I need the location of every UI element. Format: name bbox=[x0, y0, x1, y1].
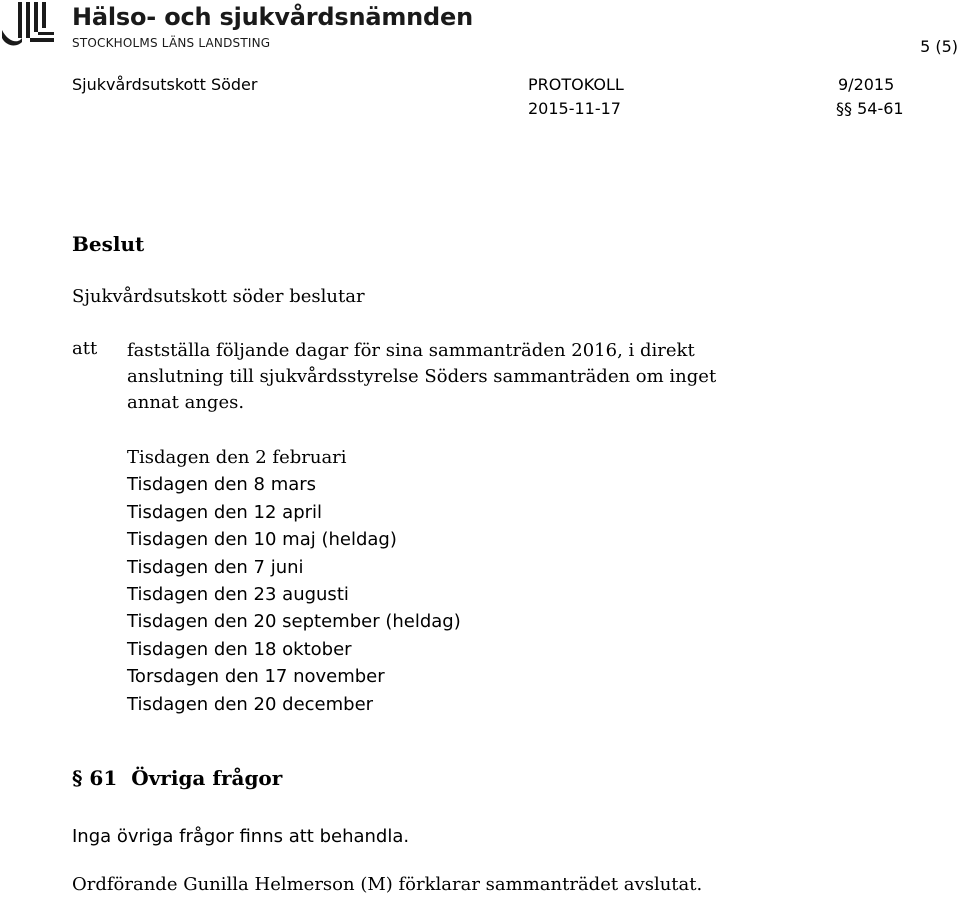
meeting-dates-list bbox=[127, 444, 461, 718]
decision-intro: Sjukvårdsutskott söder beslutar bbox=[72, 286, 365, 307]
no-other-matters-text: Inga övriga frågor finns att behandla. bbox=[72, 826, 410, 847]
section-title: Övriga frågor bbox=[131, 766, 283, 790]
meeting-date: Tisdagen den 20 september (heldag) bbox=[127, 611, 461, 633]
meeting-date: Tisdagen den 2 februari bbox=[127, 447, 347, 468]
decision-line: annat anges. bbox=[127, 392, 245, 413]
decision-line: anslutning till sjukvårdsstyrelse Söders sammanträden om inget bbox=[127, 366, 717, 387]
meeting-date: Tisdagen den 23 augusti bbox=[127, 584, 349, 606]
att-label: att bbox=[72, 338, 98, 359]
organization-title: Hälso- och sjukvårdsnämnden bbox=[72, 3, 473, 31]
paragraph-range: §§ 54-61 bbox=[836, 99, 904, 118]
decision-text bbox=[127, 338, 747, 416]
closing-statement: Ordförande Gunilla Helmerson (M) förklarar sammanträdet avslutat. bbox=[72, 874, 703, 895]
meeting-date: Tisdagen den 8 mars bbox=[127, 474, 317, 496]
section-heading-ovriga-fragor bbox=[72, 766, 282, 790]
meeting-date: Tisdagen den 10 maj (heldag) bbox=[127, 529, 397, 551]
meeting-date: Tisdagen den 20 december bbox=[127, 693, 374, 715]
committee-name: Sjukvårdsutskott Söder bbox=[72, 75, 258, 94]
meeting-date: Tisdagen den 12 april bbox=[127, 501, 323, 523]
meeting-date: Tisdagen den 18 oktober bbox=[127, 638, 352, 660]
document-number: 9/2015 bbox=[838, 75, 895, 94]
meeting-date: Torsdagen den 17 november bbox=[127, 666, 385, 688]
sll-logo bbox=[2, 2, 54, 46]
page-number: 5 (5) bbox=[920, 37, 958, 56]
decision-line: fastställa följande dagar för sina sammanträden 2016, i direkt bbox=[127, 340, 695, 361]
document-date: 2015-11-17 bbox=[528, 99, 621, 118]
section-number: § 61 bbox=[72, 766, 118, 790]
section-heading-beslut: Beslut bbox=[72, 232, 145, 256]
organization-subtitle: STOCKHOLMS LÄNS LANDSTING bbox=[72, 36, 271, 50]
document-type: PROTOKOLL bbox=[528, 75, 624, 94]
meeting-date: Tisdagen den 7 juni bbox=[127, 556, 304, 578]
